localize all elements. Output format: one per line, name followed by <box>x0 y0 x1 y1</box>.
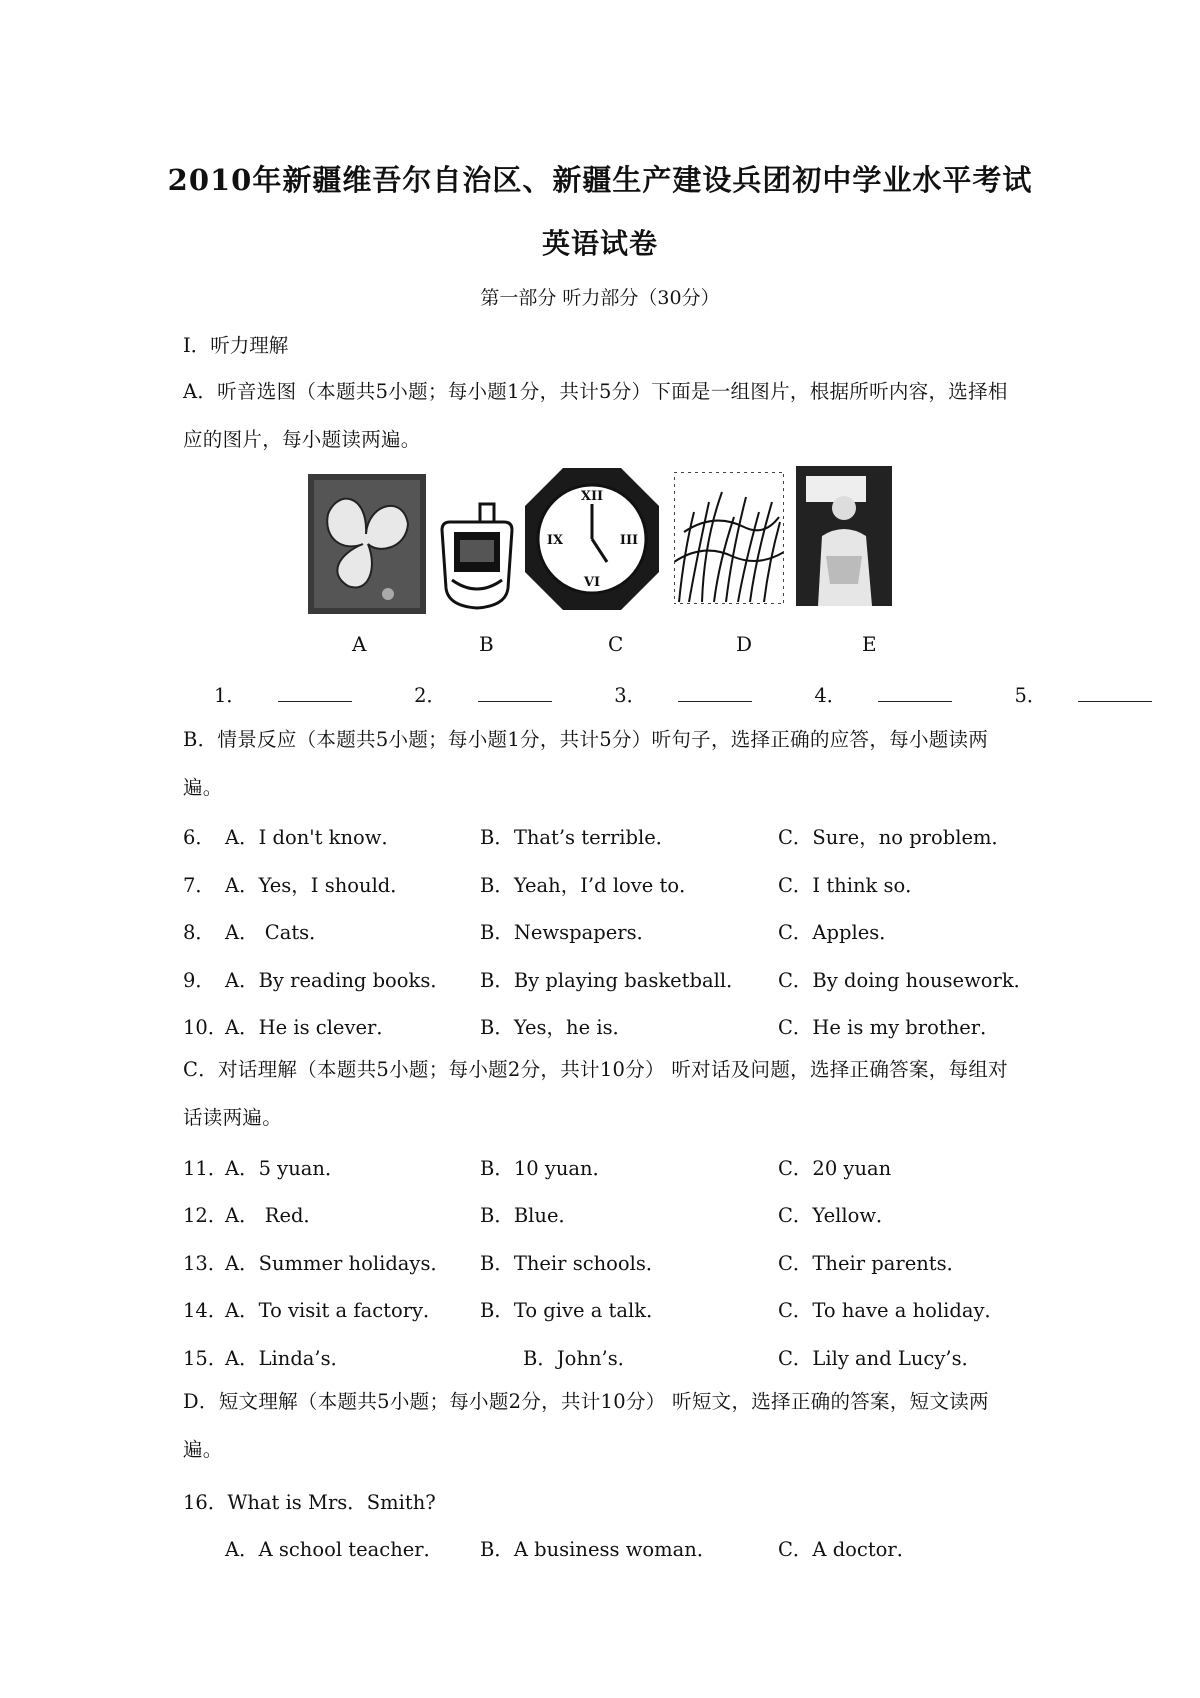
option-a: A．He is clever． <box>225 1016 396 1039</box>
question-row: 11． A．5 yuan． B．10 yuan． C．20 yuan <box>183 1153 1043 1183</box>
picture-label-b: B <box>479 632 494 656</box>
option-c: C．Sure，no problem． <box>778 826 1011 849</box>
question-row: 14． A．To visit a factory． B．To give a talk． C．To have a holiday． <box>183 1295 1043 1325</box>
picture-row <box>308 466 908 614</box>
option-a: A．Linda’s． <box>225 1347 351 1370</box>
picture-label-a: A <box>352 632 367 656</box>
part-c-instruction: C．对话理解（本题共5小题；每小题2分，共计10分） 听对话及问题，选择正确答案，每组对话读两遍。 <box>183 1058 1008 1129</box>
option-b: B．John’s． <box>523 1347 638 1370</box>
svg-text:III: III <box>619 533 639 548</box>
section-heading: Ⅰ．听力理解 <box>183 334 289 357</box>
option-b: B．A business woman． <box>480 1538 717 1561</box>
option-b: B．By playing basketball． <box>480 969 746 992</box>
part-title: 第一部分 听力部分（30分） <box>480 287 720 309</box>
svg-text:XII: XII <box>580 489 604 504</box>
part-b-instruction: B．情景反应（本题共5小题；每小题1分，共计5分）听句子，选择正确的应答，每小题读两遍。 <box>183 728 989 799</box>
option-a: A．5 yuan． <box>225 1157 345 1180</box>
option-a: A．A school teacher． <box>225 1538 444 1561</box>
picture-label-d: D <box>736 632 753 656</box>
option-c: C．Their parents． <box>778 1252 967 1275</box>
option-a: A．By reading books． <box>225 969 450 992</box>
exam-subtitle: 英语试卷 <box>541 227 658 260</box>
part-d-instruction: D．短文理解（本题共5小题；每小题2分，共计10分） 听短文，选择正确的答案，短文读两遍。 <box>183 1390 989 1461</box>
question-row: 9． A．By reading books． B．By playing basketball． C．By doing housework． <box>183 965 1043 995</box>
option-c: C．To have a holiday． <box>778 1299 1005 1322</box>
option-c: C．I think so． <box>778 874 925 897</box>
question-row: 15． A．Linda’s． B．John’s． C．Lily and Lucy’s． <box>183 1343 1043 1373</box>
option-a: A．To visit a factory． <box>225 1299 443 1322</box>
option-b: B．Yeah，I’d love to． <box>480 874 699 897</box>
question-row: 12． A． Red． B．Blue． C．Yellow． <box>183 1200 1043 1230</box>
answer-blank[interactable]: 4． <box>814 684 980 707</box>
option-c: C．Yellow． <box>778 1204 896 1227</box>
option-b: B．Yes，he is． <box>480 1016 633 1039</box>
phone-picture <box>436 502 518 614</box>
question-row: 13． A．Summer holidays． B．Their schools． C．Their parents． <box>183 1248 1043 1278</box>
option-a: A． Cats． <box>225 921 329 944</box>
butterfly-picture <box>308 474 426 614</box>
option-b: B．That’s terrible． <box>480 826 676 849</box>
question-row: 7． A．Yes，I should． B．Yeah，I’d love to． C．I think so． <box>183 870 1043 900</box>
option-a: A．I don't know． <box>225 826 401 849</box>
question-row <box>183 1534 1043 1564</box>
picture-label-e: E <box>862 632 877 656</box>
option-c: C．By doing housework． <box>778 969 1034 992</box>
option-c: C．Lily and Lucy’s． <box>778 1347 982 1370</box>
option-a: A．Yes，I should． <box>225 874 410 897</box>
answer-blank[interactable]: 3． <box>614 684 780 707</box>
answer-blank[interactable]: 2． <box>414 684 580 707</box>
part-a-instruction: A．听音选图（本题共5小题；每小题1分，共计5分）下面是一组图片，根据所听内容，选择相应的图片，每小题读两遍。 <box>183 380 1008 451</box>
option-c: C．A doctor． <box>778 1538 917 1561</box>
option-b: B．Blue． <box>480 1204 578 1227</box>
option-a: A．Summer holidays． <box>225 1252 450 1275</box>
option-b: B．To give a talk． <box>480 1299 666 1322</box>
answer-blank[interactable]: 1． <box>214 684 380 707</box>
picture-labels <box>0 632 1200 662</box>
option-b: B．Their schools． <box>480 1252 666 1275</box>
question-row: 10． A．He is clever． B．Yes，he is． C．He is my brother． <box>183 1012 1043 1042</box>
option-c: C．He is my brother． <box>778 1016 1000 1039</box>
answer-blanks <box>214 680 1200 708</box>
option-c: C．Apples． <box>778 921 899 944</box>
question-row: 6． A．I don't know． B．That’s terrible． C．Sure，no problem． <box>183 822 1043 852</box>
person-picture <box>796 466 892 606</box>
option-b: B．Newspapers． <box>480 921 657 944</box>
answer-blank[interactable]: 5． <box>1015 684 1181 707</box>
svg-text:IX: IX <box>546 533 564 548</box>
exam-title: 2010年新疆维吾尔自治区、新疆生产建设兵团初中学业水平考试 <box>167 163 1033 197</box>
svg-text:VI: VI <box>583 575 601 590</box>
option-b: B．10 yuan． <box>480 1157 613 1180</box>
question-row: 8． A． Cats． B．Newspapers． C．Apples． <box>183 917 1043 947</box>
option-c: C．20 yuan <box>778 1157 892 1180</box>
option-a: A． Red． <box>225 1204 323 1227</box>
question-16-text: 16．What is Mrs．Smith? <box>183 1491 436 1514</box>
clock-picture <box>523 466 661 612</box>
grass-picture <box>674 472 784 604</box>
picture-label-c: C <box>608 632 624 656</box>
